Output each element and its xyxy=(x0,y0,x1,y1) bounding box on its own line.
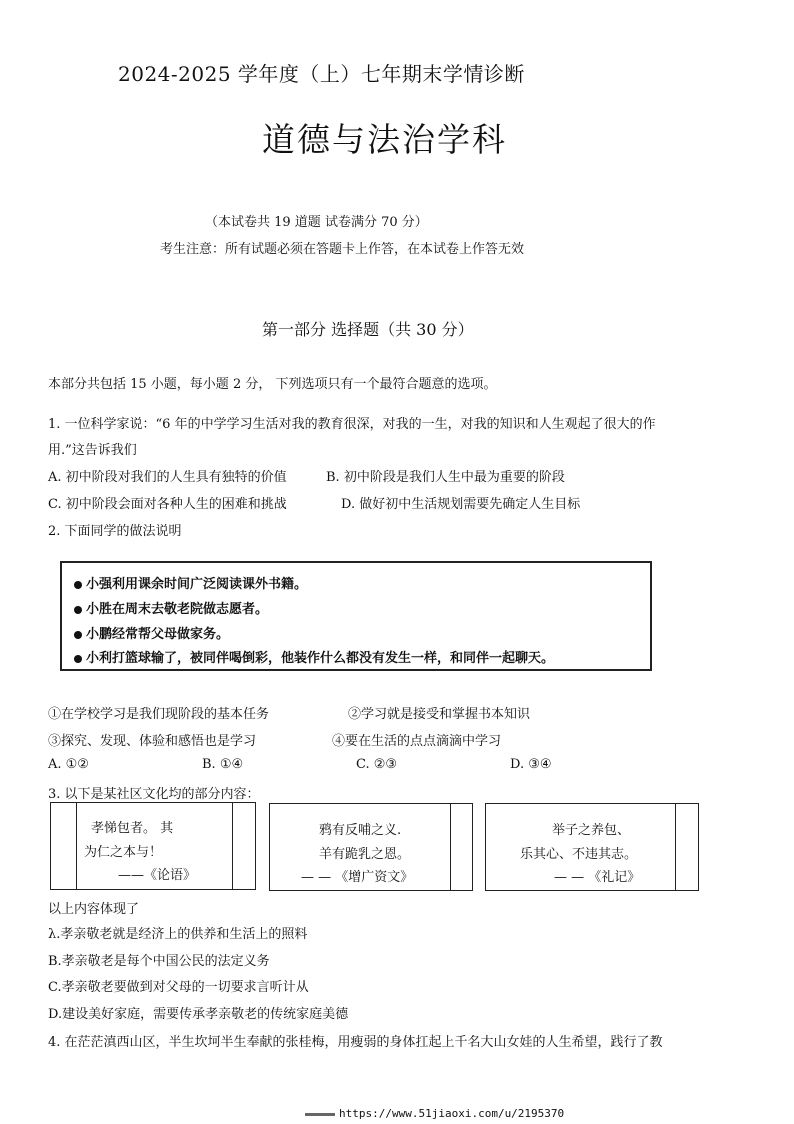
q1-option-a: A. 初中阶段对我们的人生具有独特的价值 xyxy=(48,470,287,485)
q2-option-a: A. ①② xyxy=(48,757,89,772)
q2-material-box xyxy=(60,561,652,671)
q2-material-item: 小鹏经常帮父母做家务。 xyxy=(74,623,229,642)
quote-line: 乐其心、不违其志。 xyxy=(520,847,638,862)
q2-material-item: 小强利用课余时间广泛阅读课外书籍。 xyxy=(74,573,307,592)
subject-title: 道德与法治学科 xyxy=(262,120,507,159)
q2-statement-4: ④要在生活的点点滴滴中学习 xyxy=(332,734,502,749)
q2-statement-2: ②学习就是接受和掌握书本知识 xyxy=(348,707,531,722)
q3-option-c: C.孝亲敬老要做到对父母的一切要求言听计从 xyxy=(48,980,309,995)
q2-statement-1: ①在学校学习是我们现阶段的基本任务 xyxy=(48,707,270,722)
q1-option-c: C. 初中阶段会面对各种人生的困难和挑战 xyxy=(48,497,287,512)
q3-quote-box-zengguang xyxy=(269,803,473,891)
q3-option-a: λ.孝亲敬老就是经济上的供养和生活上的照料 xyxy=(48,927,308,942)
part-one-title: 第一部分 选择题（共 30 分） xyxy=(262,320,474,339)
q3-option-b: B.孝亲敬老是每个中国公民的法定义务 xyxy=(48,954,270,969)
quote-line: 举子之养包、 xyxy=(552,823,631,838)
bullet-icon xyxy=(74,631,82,639)
quote-source: — — 《礼记》 xyxy=(554,870,641,885)
quote-line: 鸦有反哺之义. xyxy=(319,823,402,838)
q3-option-d: D.建设美好家庭，需要传承孝亲敬老的传统家庭美德 xyxy=(48,1007,349,1022)
q2-material-item: 小胜在周末去敬老院做志愿者。 xyxy=(74,598,268,617)
quote-box-bar xyxy=(675,804,676,890)
quote-line: 孝悌包者。 其 xyxy=(91,821,174,836)
bullet-icon xyxy=(74,606,82,614)
q3-quote-box-lunyu xyxy=(50,802,256,890)
quote-box-bar xyxy=(76,803,77,889)
bullet-icon xyxy=(74,655,82,663)
quote-line: 为仁之本与！ xyxy=(84,845,163,860)
q1-option-d: D. 做好初中生活规划需要先确定人生目标 xyxy=(341,497,581,512)
q2-option-c: C. ②③ xyxy=(356,757,398,772)
candidate-notice: 考生注意：所有试题必须在答题卡上作答，在本试卷上作答无效 xyxy=(160,242,525,257)
quote-box-bar xyxy=(232,803,233,889)
quote-source: — — 《增广资文》 xyxy=(301,870,414,885)
exam-title: 2024-2025 学年度（上）七年期末学情诊断 xyxy=(118,62,525,86)
q1-option-b: B. 初中阶段是我们人生中最为重要的阶段 xyxy=(326,470,565,485)
footer-url: https://www.51jiaoxi.com/u/2195370 xyxy=(339,1107,565,1120)
bullet-icon xyxy=(74,581,82,589)
watermark-logo-icon xyxy=(305,1113,335,1116)
footer-watermark xyxy=(305,1107,564,1120)
q2-material-item: 小利打篮球输了，被同伴喝倒彩，他装作什么都没有发生一样，和同伴一起聊天。 xyxy=(74,647,554,666)
q2-option-d: D. ③④ xyxy=(510,757,552,772)
q1-stem-line2: 用.”这告诉我们 xyxy=(48,443,137,458)
q3-stem: 3. 以下是某社区文化均的部分内容： xyxy=(48,787,260,802)
q4-stem: 4. 在茫茫滇西山区，半生坎坷半生奉献的张桂梅，用瘦弱的身体扛起上千名大山女娃的人生希望，践行了教 xyxy=(48,1035,663,1050)
q3-lead: 以上内容体现了 xyxy=(48,902,140,917)
exam-info-note: （本试卷共 19 道题 试卷满分 70 分） xyxy=(205,215,428,230)
q1-stem-line1: 1. 一位科学家说：“6 年的中学学习生活对我的教育很深，对我的一生，对我的知识和人生观起了很大的作 xyxy=(48,417,656,432)
quote-line: 羊有跪乳之恩。 xyxy=(319,847,411,862)
q2-stem: 2. 下面同学的做法说明 xyxy=(48,524,182,539)
quote-source: ——《论语》 xyxy=(118,868,197,883)
part-one-instructions: 本部分共包括 15 小题，每小题 2 分， 下列选项只有一个最符合题意的选项。 xyxy=(48,377,497,392)
q2-option-b: B. ①④ xyxy=(202,757,244,772)
quote-box-bar xyxy=(450,804,451,890)
q3-quote-box-liji xyxy=(485,803,699,891)
q2-statement-3: ③探究、发现、体验和感悟也是学习 xyxy=(48,734,257,749)
